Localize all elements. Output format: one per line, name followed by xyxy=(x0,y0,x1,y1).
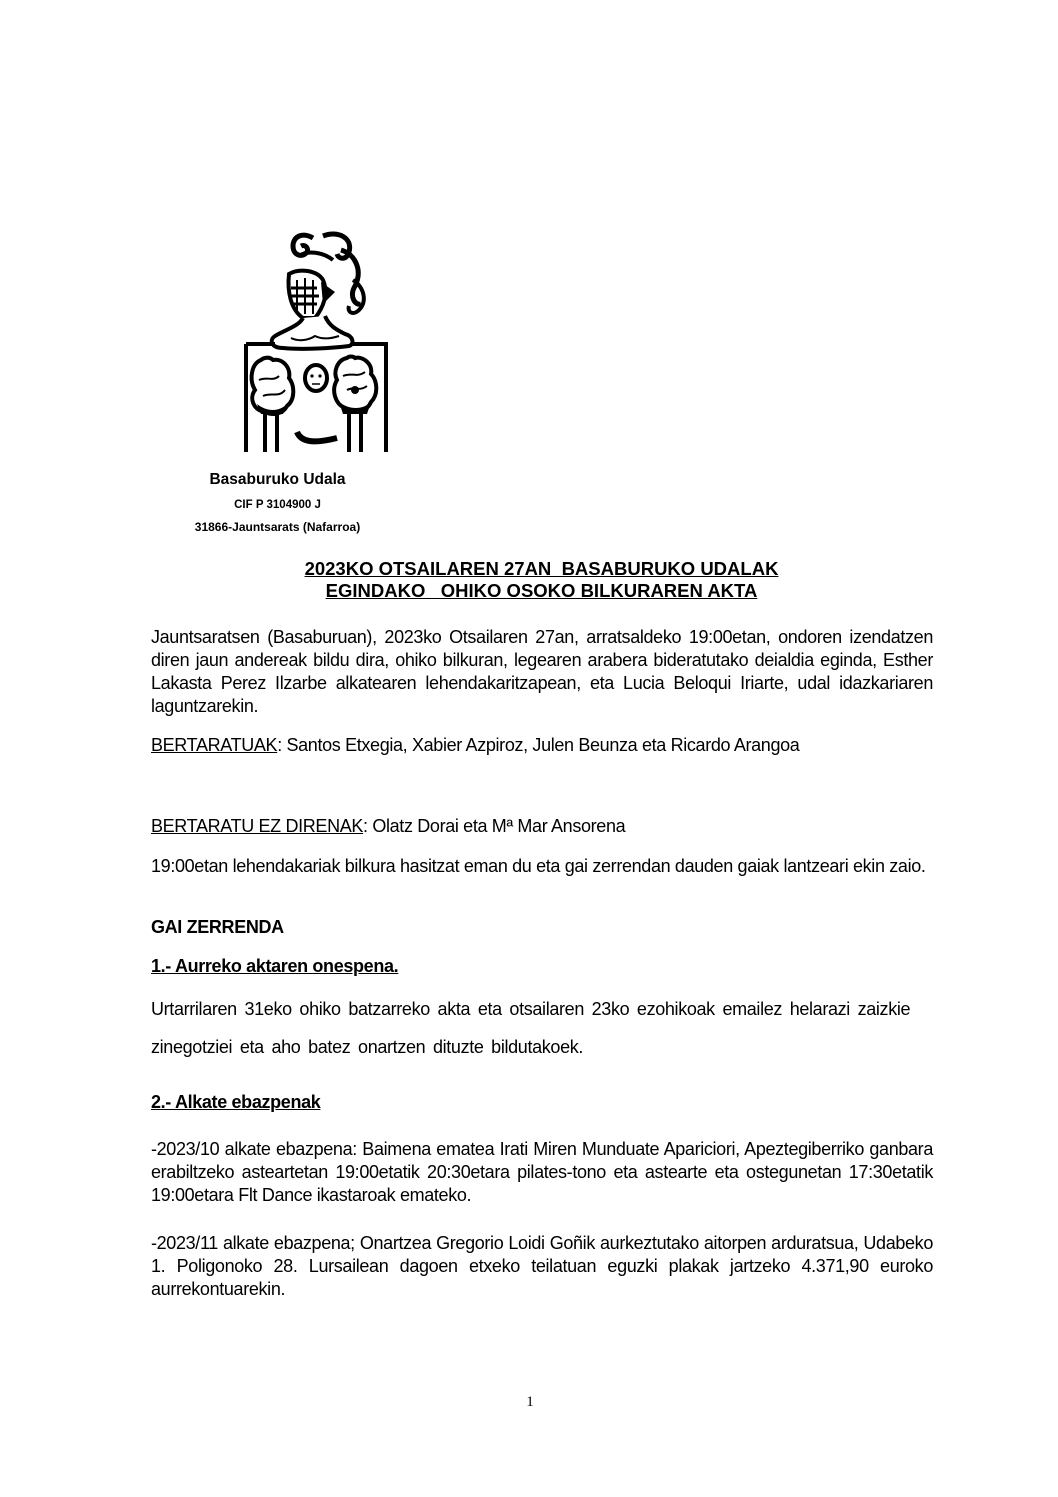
absentees-line xyxy=(151,815,933,838)
agenda-item-2-heading: 2.- Alkate ebazpenak xyxy=(151,1092,321,1112)
agenda-item-2-resolution-2: -2023/11 alkate ebazpena; Onartzea Gregorio Loidi Goñik aurkeztutako aitorpen arduratsua, Udabeko 1. Poligonoko 28. Lursailean dagoen etxeko teilatuan eguzki plakak jartzeko 4.371,90 euroko aurrekontuarekin. xyxy=(151,1233,933,1299)
agenda-item-1-paragraph: Urtarrilaren 31eko ohiko batzarreko akta eta otsailaren 23ko ezohikoak emailez helarazi zaizkie zinegotziei eta aho batez onartzen dituzte bildutakoek. xyxy=(151,999,911,1057)
organization-name: Basaburuko Udala xyxy=(209,471,346,488)
absentees-list: : Olatz Dorai eta Mª Mar Ansorena xyxy=(363,816,626,836)
organization-address: 31866-Jauntsarats (Nafarroa) xyxy=(194,520,361,534)
attendees-line xyxy=(151,734,933,757)
absentees-label: BERTARATU EZ DIRENAK xyxy=(151,816,364,836)
document-title xyxy=(200,558,883,602)
attendees-label: BERTARATUAK xyxy=(151,735,278,755)
agenda-item-1-heading: 1.- Aurreko aktaren onespena. xyxy=(151,956,399,976)
page-number: 1 xyxy=(526,1394,534,1410)
attendees-list: : Santos Etxegia, Xabier Azpiroz, Julen Beunza eta Ricardo Arangoa xyxy=(277,735,800,755)
opening-paragraph: 19:00etan lehendakariak bilkura hasitzat eman du eta gai zerrendan dauden gaiak lantzeari ekin zaio. xyxy=(151,856,926,876)
title-line-2: EGINDAKO OHIKO OSOKO BILKURAREN AKTA xyxy=(325,580,758,601)
title-line-1: 2023KO OTSAILAREN 27AN BASABURUKO UDALAK xyxy=(304,558,779,579)
coat-of-arms-logo xyxy=(243,230,389,452)
intro-paragraph: Jauntsaratsen (Basaburuan), 2023ko Otsailaren 27an, arratsaldeko 19:00etan, ondoren izendatzen diren jaun andereak bildu dira, ohiko bilkuran, legearen arabera bideratutako deialdia eginda, Esther Lakasta Perez Ilzarbe alkatearen lehendakaritzapean, eta Lucia Beloqui Iriarte, udal idazkariaren laguntzarekin. xyxy=(151,627,933,716)
tax-id: CIF P 3104900 J xyxy=(234,499,321,511)
agenda-item-2-resolution-1: -2023/10 alkate ebazpena: Baimena ematea Irati Miren Munduate Apariciori, Apeztegiberriko ganbara erabiltzeko asteartetan 19:00etatik 20:30etara pilates-tono eta astearte eta ostegunetan 17:30etatik 19:00etara Flt Dance ikastaroak emateko. xyxy=(151,1139,933,1205)
agenda-heading: GAI ZERRENDA xyxy=(151,917,284,937)
